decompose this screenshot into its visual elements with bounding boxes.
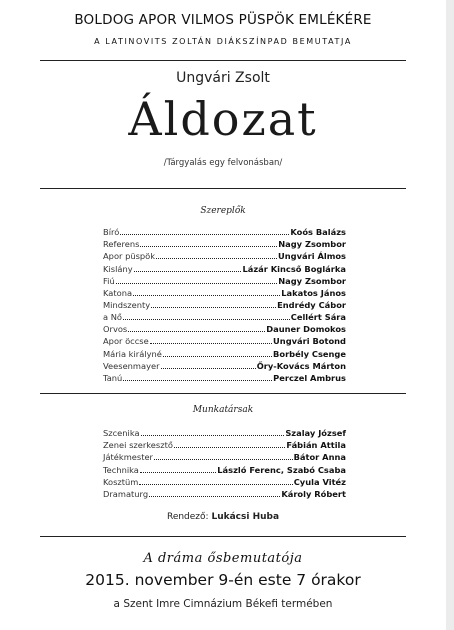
cast-person: Nagy Zsombor [278,275,346,286]
cast-person: Ungvári Álmos [278,251,346,262]
cast-role: Apor öccse [103,336,149,347]
play-author: Ungvári Zsolt [176,70,270,86]
premiere-date: 2015. november 9-én este 7 órakor [85,571,361,589]
divider-crew [40,393,406,394]
premiere-venue: a Szent Imre Cimnázium Békefi termében [113,598,333,610]
play-title: Áldozat [128,92,318,146]
dotted-leader [163,356,272,357]
crew-person: Szalay József [285,428,346,439]
divider-premiere [40,536,406,537]
crew-row [103,488,346,500]
cast-person: Őry-Kovács Márton [256,360,346,371]
cast-role: Mindszenty [103,299,151,310]
dotted-leader [133,295,280,296]
cast-row [103,250,346,262]
crew-role: Zenei szerkesztő [103,440,173,451]
cast-role: Bíró [103,227,120,238]
cast-row [103,299,346,311]
dotted-leader [123,319,290,320]
dotted-leader [140,246,277,247]
crew-row [103,439,346,451]
crew-person: Fábián Attila [286,440,346,451]
cast-list [103,226,346,384]
cast-role: Orvos [103,324,128,335]
premiere-label: A dráma ősbemutatója [143,551,303,566]
cast-row [103,238,346,250]
dotted-leader [116,283,277,284]
crew-row [103,463,346,475]
cast-role: Katona [103,287,133,298]
crew-row [103,451,346,463]
cast-person: Nagy Zsombor [278,239,346,250]
cast-person: Borbély Csenge [273,348,346,359]
play-genre: /Tárgyalás egy felvonásban/ [163,158,283,168]
dotted-leader [141,435,285,436]
cast-role: Tanú [103,372,123,383]
cast-person: Lázár Kincső Boglárka [242,263,346,274]
director-label: Rendező: [166,512,209,522]
crew-person: Bátor Anna [293,452,346,463]
cast-label: Szereplők [200,206,246,216]
cast-person: Ungvári Botond [273,336,346,347]
cast-row [103,372,346,384]
crew-person: László Ferenc, Szabó Csaba [217,464,346,475]
cast-role: Fiú [103,275,115,286]
dotted-leader [156,258,277,259]
dotted-leader [150,343,272,344]
page-edge [446,0,454,630]
cast-person: Endrédy Cábor [277,299,346,310]
cast-role: a Nő [103,312,123,323]
crew-row [103,476,346,488]
cast-row [103,360,346,372]
crew-role: Kosztüm [103,476,139,487]
cast-person: Lakatos János [281,287,346,298]
dotted-leader [139,484,292,485]
dotted-leader [140,472,216,473]
crew-role: Technika [103,464,139,475]
divider-cast [40,188,406,189]
crew-row [103,427,346,439]
director-line [0,512,446,522]
dotted-leader [151,307,276,308]
dotted-leader [161,368,256,369]
crew-label: Munkatársak [192,405,254,415]
cast-row [103,335,346,347]
crew-role: Játékmester [103,452,153,463]
dotted-leader [120,234,289,235]
dotted-leader [174,447,285,448]
cast-person: Perczel Ambrus [273,372,346,383]
dotted-leader [149,496,280,497]
header-subtitle: A LATINOVITS ZOLTÁN DIÁKSZÍNPAD BEMUTATJA [94,37,352,46]
crew-role: Szcenika [103,428,140,439]
dotted-leader [128,331,265,332]
crew-person: Cyula Vitéz [293,476,346,487]
cast-role: Mária királyné [103,348,162,359]
director-name: Lukácsi Huba [211,512,280,522]
dotted-leader [123,380,272,381]
cast-row [103,347,346,359]
crew-role: Dramaturg [103,488,149,499]
crew-person: Károly Róbert [281,488,346,499]
cast-row [103,311,346,323]
cast-row [103,226,346,238]
dotted-leader [154,459,293,460]
cast-row [103,323,346,335]
cast-row [103,275,346,287]
dotted-leader [134,271,242,272]
cast-role: Veesenmayer [103,360,160,371]
header-title: BOLDOG APOR VILMOS PÜSPÖK EMLÉKÉRE [74,12,372,28]
cast-person: Cellért Sára [290,312,346,323]
cast-role: Apor püspök [103,251,156,262]
cast-role: Referens [103,239,140,250]
divider-top [40,60,406,61]
cast-row [103,262,346,274]
cast-role: Kislány [103,263,133,274]
cast-person: Koós Balázs [290,227,346,238]
cast-person: Dauner Domokos [266,324,346,335]
cast-row [103,287,346,299]
crew-list [103,427,346,500]
